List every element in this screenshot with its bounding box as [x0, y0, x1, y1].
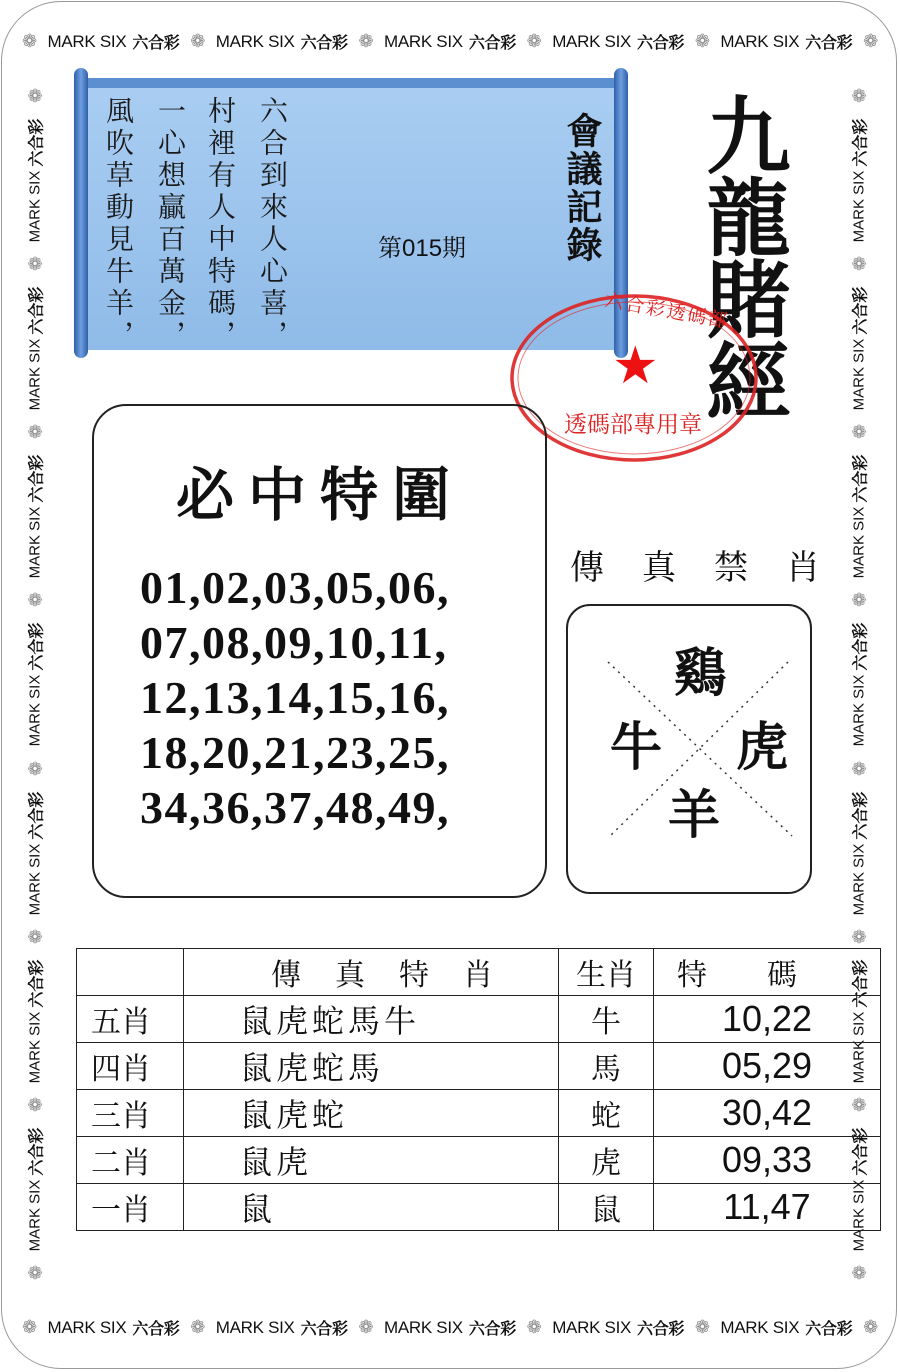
flower-icon: ❁	[190, 1317, 206, 1337]
flower-icon: ❁	[27, 758, 43, 780]
fax-table	[76, 948, 881, 1231]
zodiac-heading-char: 肖	[786, 548, 820, 588]
table-header-cell: 傳真特肖	[184, 949, 559, 996]
flower-icon: ❁	[358, 31, 374, 51]
main-title: 九龍賭經	[693, 92, 792, 420]
flower-icon: ❁	[851, 926, 867, 948]
flower-icon: ❁	[27, 590, 43, 612]
row-code: 11,47	[654, 1184, 881, 1231]
watermark-item: MARK SIX 六合彩	[26, 118, 46, 243]
row-label: 四肖	[77, 1043, 184, 1090]
row-label: 一肖	[77, 1184, 184, 1231]
table-row	[77, 996, 881, 1043]
watermark-item: MARK SIX 六合彩	[26, 623, 46, 747]
flower-icon: ❁	[851, 422, 867, 444]
watermark-left	[22, 55, 48, 1315]
row-code: 10,22	[654, 996, 881, 1043]
seal-arc-text: 六合彩透碼部	[602, 289, 731, 333]
scroll-rod-left	[74, 68, 88, 358]
watermark-item: MARK SIX 六合彩	[850, 454, 870, 579]
watermark-item: MARK SIX 六合彩	[850, 286, 870, 411]
poem-line: 六合到來人心喜，	[256, 96, 289, 352]
poem-line: 村裡有人中特碼，	[204, 96, 237, 352]
row-zodiac: 牛	[559, 996, 654, 1043]
row-label: 五肖	[77, 996, 184, 1043]
row-label: 二肖	[77, 1137, 184, 1184]
issue-number: 第015期	[378, 235, 467, 262]
watermark-item: MARK SIX 六合彩	[383, 31, 516, 52]
watermark-top	[22, 30, 878, 53]
table-row	[77, 1137, 881, 1184]
flower-icon: ❁	[694, 31, 710, 51]
watermark-item: MARK SIX 六合彩	[26, 791, 46, 915]
table-header-cell	[77, 949, 184, 996]
flower-icon: ❁	[22, 1317, 37, 1337]
flower-icon: ❁	[27, 254, 43, 276]
star-icon: ★	[612, 336, 659, 396]
row-animals: 鼠虎蛇馬牛	[184, 996, 559, 1043]
flower-icon: ❁	[851, 758, 867, 780]
row-zodiac: 馬	[559, 1043, 654, 1090]
watermark-item: MARK SIX 六合彩	[552, 31, 685, 52]
flower-icon: ❁	[863, 31, 878, 51]
watermark-item: MARK SIX 六合彩	[383, 1317, 516, 1338]
watermark-item: MARK SIX 六合彩	[26, 1127, 46, 1252]
table-header-cell: 特碼	[654, 949, 881, 996]
flower-icon: ❁	[694, 1317, 710, 1337]
watermark-item: MARK SIX 六合彩	[215, 31, 348, 52]
flower-icon: ❁	[526, 1317, 542, 1337]
zodiac-right: 虎	[736, 717, 789, 778]
zodiac-top: 鷄	[674, 643, 727, 704]
flower-icon: ❁	[27, 86, 43, 108]
numbers-list	[140, 560, 450, 835]
flower-icon: ❁	[526, 31, 542, 51]
watermark-item: MARK SIX 六合彩	[720, 31, 853, 52]
watermark-item: MARK SIX 六合彩	[850, 959, 870, 1084]
table-row	[77, 1090, 881, 1137]
watermark-item: MARK SIX 六合彩	[47, 1317, 180, 1338]
poem-line: 風吹草動見牛羊，	[102, 96, 135, 352]
flower-icon: ❁	[851, 1094, 867, 1116]
row-zodiac: 鼠	[559, 1184, 654, 1231]
watermark-item: MARK SIX 六合彩	[26, 454, 46, 579]
flower-icon: ❁	[27, 926, 43, 948]
row-code: 30,42	[654, 1090, 881, 1137]
watermark-item: MARK SIX 六合彩	[850, 118, 870, 243]
row-code: 05,29	[654, 1043, 881, 1090]
row-animals: 鼠虎蛇	[184, 1090, 559, 1137]
numbers-line: 34,36,37,48,49,	[140, 782, 450, 833]
watermark-bottom	[22, 1316, 878, 1339]
row-code: 09,33	[654, 1137, 881, 1184]
watermark-item: MARK SIX 六合彩	[47, 31, 180, 52]
watermark-item: MARK SIX 六合彩	[850, 623, 870, 747]
watermark-item: MARK SIX 六合彩	[850, 791, 870, 915]
zodiac-bottom: 羊	[668, 785, 721, 846]
table-row	[77, 1184, 881, 1231]
table-header-cell: 生肖	[559, 949, 654, 996]
flower-icon: ❁	[190, 31, 206, 51]
table-header-row	[77, 949, 881, 996]
numbers-line: 01,02,03,05,06,	[140, 562, 450, 613]
numbers-line: 07,08,09,10,11,	[140, 617, 448, 668]
zodiac-heading	[570, 540, 820, 589]
flower-icon: ❁	[851, 254, 867, 276]
flower-icon: ❁	[22, 31, 37, 51]
numbers-line: 12,13,14,15,16,	[140, 672, 450, 723]
seal-inner-text: 透碼部專用章	[564, 411, 702, 437]
row-animals: 鼠虎蛇馬	[184, 1043, 559, 1090]
watermark-item: MARK SIX 六合彩	[26, 286, 46, 411]
row-animals: 鼠虎	[184, 1137, 559, 1184]
watermark-item: MARK SIX 六合彩	[552, 1317, 685, 1338]
flower-icon: ❁	[27, 1094, 43, 1116]
poem-line: 一心想贏百萬金，	[154, 96, 187, 352]
numbers-title: 必中特圍	[176, 461, 465, 529]
row-animals: 鼠	[184, 1184, 559, 1231]
flower-icon: ❁	[358, 1317, 374, 1337]
watermark-item: MARK SIX 六合彩	[215, 1317, 348, 1338]
zodiac-heading-char: 傳	[570, 548, 604, 588]
scroll-title: 會議記錄	[561, 112, 602, 264]
watermark-item: MARK SIX 六合彩	[26, 959, 46, 1084]
flower-icon: ❁	[851, 86, 867, 108]
zodiac-heading-char: 禁	[714, 548, 748, 588]
flower-icon: ❁	[27, 422, 43, 444]
flower-icon: ❁	[851, 590, 867, 612]
flower-icon: ❁	[863, 1317, 878, 1337]
table-row	[77, 1043, 881, 1090]
row-zodiac: 虎	[559, 1137, 654, 1184]
row-zodiac: 蛇	[559, 1090, 654, 1137]
flower-icon: ❁	[851, 1262, 867, 1284]
numbers-line: 18,20,21,23,25,	[140, 727, 450, 778]
watermark-item: MARK SIX 六合彩	[720, 1317, 853, 1338]
flower-icon: ❁	[27, 1262, 43, 1284]
watermark-item: MARK SIX 六合彩	[850, 1127, 870, 1252]
row-label: 三肖	[77, 1090, 184, 1137]
zodiac-heading-char: 真	[642, 548, 676, 588]
zodiac-left: 牛	[610, 717, 663, 778]
